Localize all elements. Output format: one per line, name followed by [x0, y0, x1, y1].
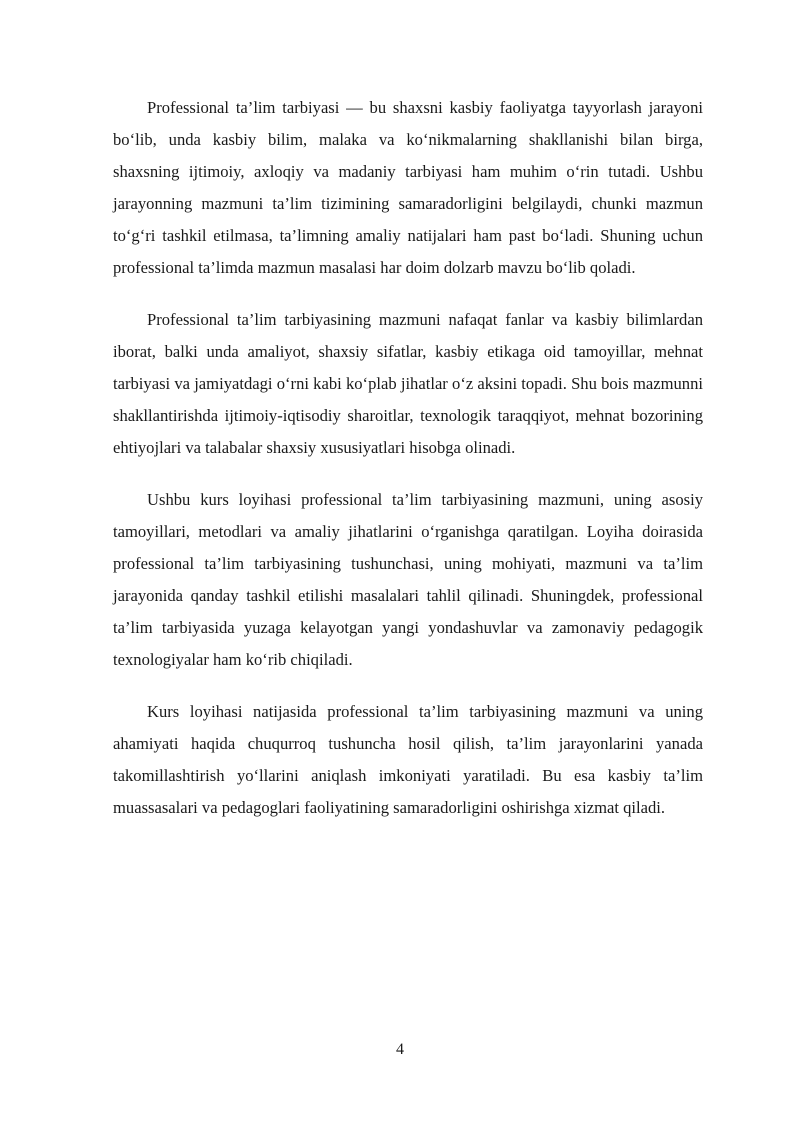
- paragraph: Professional ta’lim tarbiyasi — bu shaxsni kasbiy faoliyatga tayyorlash jarayoni bo‘lib, unda kasbiy bilim, malaka va ko‘nikmalarning shakllanishi bilan birga, shaxsning ijtimoiy, axloqiy va madaniy tarbiyasi ham muhim o‘rin tutadi. Ushbu jarayonning mazmuni ta’lim tizimining samaradorligini belgilaydi, chunki mazmun to‘g‘ri tashkil etilmasa, ta’limning amaliy natijalari ham past bo‘ladi. Shuning uchun professional ta’limda mazmun masalasi har doim dolzarb mavzu bo‘lib qoladi.: [113, 98, 703, 277]
- paragraph: Kurs loyihasi natijasida professional ta’lim tarbiyasining mazmuni va uning ahamiyati haqida chuqurroq tushuncha hosil qilish, ta’lim jarayonlarini yanada takomillashtirish yo‘llarini aniqlash imkoniyati yaratiladi. Bu esa kasbiy ta’lim muassasalari va pedagoglari faoliyatining samaradorligini oshirishga xizmat qiladi.: [113, 702, 703, 817]
- paragraph: Professional ta’lim tarbiyasining mazmuni nafaqat fanlar va kasbiy bilimlardan iborat, balki unda amaliyot, shaxsiy sifatlar, kasbiy etikaga oid tamoyillar, mehnat tarbiyasi va jamiyatdagi o‘rni kabi ko‘plab jihatlar o‘z aksini topadi. Shu bois mazmunni shakllantirishda ijtimoiy-iqtisodiy sharoitlar, texnologik taraqqiyot, mehnat bozorining ehtiyojlari va talabalar shaxsiy xususiyatlari hisobga olinadi.: [113, 310, 703, 457]
- paragraph: Ushbu kurs loyihasi professional ta’lim tarbiyasining mazmuni, uning asosiy tamoyillari, metodlari va amaliy jihatlarini o‘rganishga qaratilgan. Loyiha doirasida professional ta’lim tarbiyasining tushunchasi, uning mohiyati, mazmuni va ta’lim jarayonida qanday tashkil etilishi masalalari tahlil qilinadi. Shuningdek, professional ta’lim tarbiyasida yuzaga kelayotgan yangi yondashuvlar va zamonaviy pedagogik texnologiyalar ham ko‘rib chiqiladi.: [113, 490, 703, 669]
- page-number: 4: [396, 1041, 404, 1058]
- body-text: [113, 92, 703, 844]
